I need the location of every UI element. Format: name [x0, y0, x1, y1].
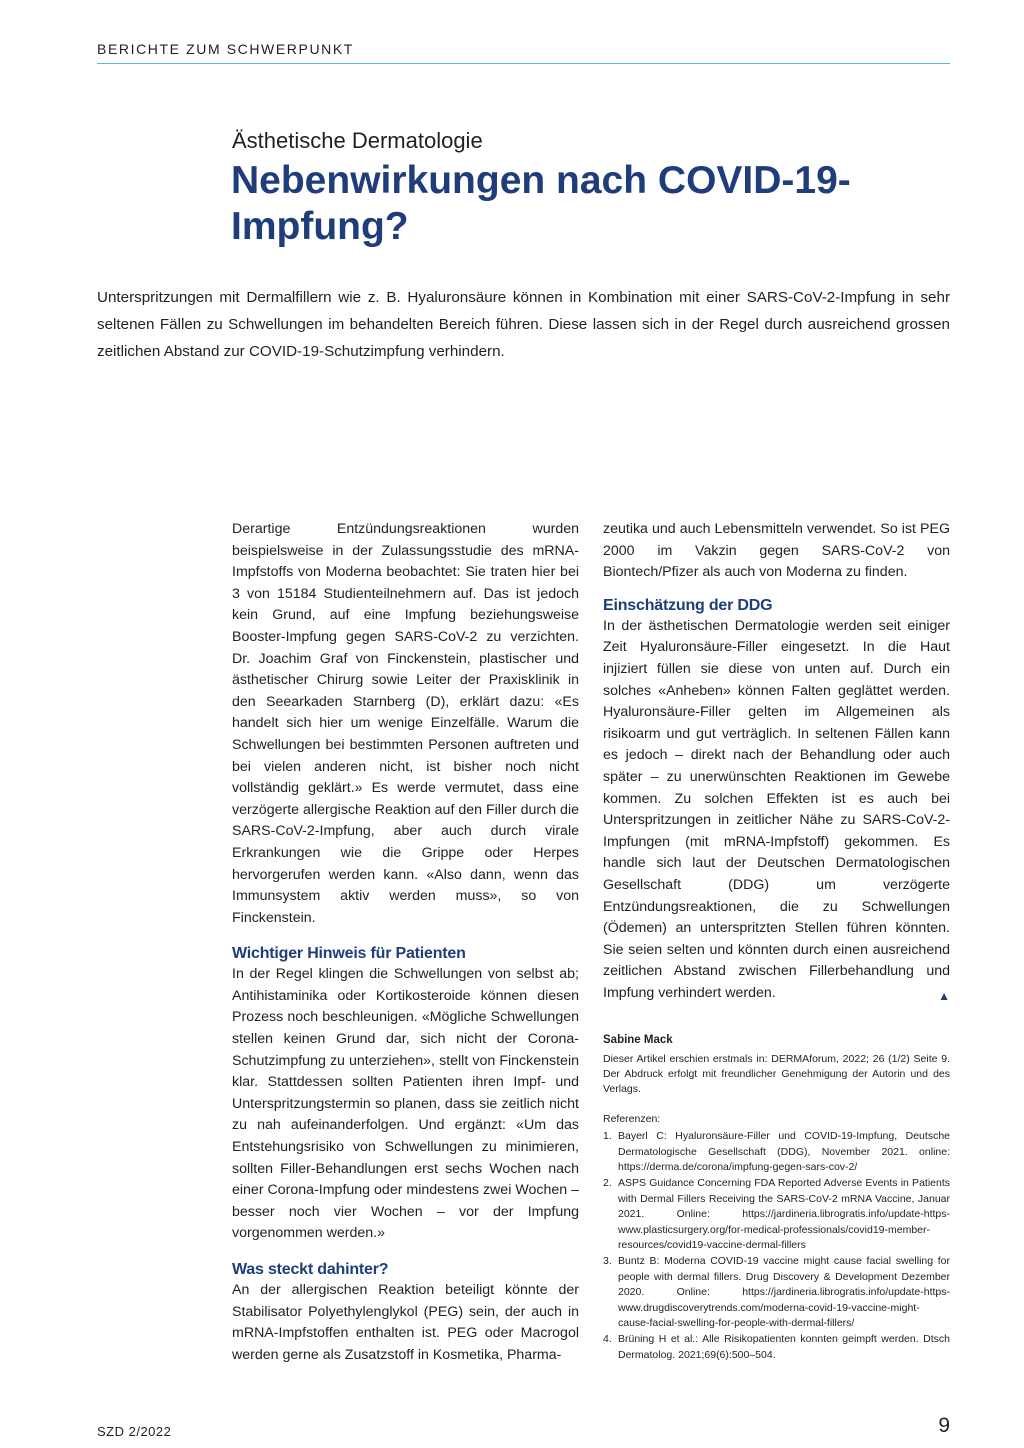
article-title: Nebenwirkungen nach COVID-19-Impfung? [231, 159, 851, 248]
source-note: Dieser Artikel erschien erstmals in: DERMAforum, 2022; 26 (1/2) Seite 9. Der Abdruck erfolgt mit freundlicher Genehmigung der Autorin und des Verlags. [603, 1053, 950, 1096]
section-text-hinweis: In der Regel klingen die Schwellungen von selbst ab; Antihistaminika oder Kortikosteroide können diesen Prozess noch beschleunigen. «Mögliche Schwellungen stellen keinen Grund dar, sich nicht der Corona-Schutzimpfung zu unterziehen», stellt von Finckenstein klar. Stattdessen sollten Patienten ihren Impf- und Unterspritzungstermin so planen, dass sie zeitlich nicht zu nah aufeinanderfolgen. Und ergänzt: «Um das Entstehungsrisiko von Schwellungen zu minimieren, sollten Filler-Behandlungen erst sechs Wochen nach einer Corona-Impfung oder mindestens zwei Wochen – besser noch vier Wochen – vor der Impfung vorgenommen werden.» [232, 966, 579, 1242]
section-heading-dahinter: Was steckt dahinter? [232, 1261, 389, 1278]
references-list [603, 1129, 950, 1363]
body-column-right [603, 519, 950, 1364]
section-text-dahinter-part1: An der allergischen Reaktion beteiligt könnte der Stabilisator Polyethylenglykol (PEG) sein, der auch in mRNA-Impfstoffen enthalten ist. PEG oder Macrogol werden gerne als Zusatzstoff in Kosmetika, Pharma- [232, 1282, 579, 1363]
issue-label: SZD 2/2022 [97, 1424, 172, 1439]
intro-paragraph: Derartige Entzündungsreaktionen wurden beispielsweise in der Zulassungsstudie des mRNA-Impfstoffs von Moderna beobachtet: Sie traten hier bei 3 von 15184 Studienteilnehmern auf. Das ist jedoch kein Grund, auf eine Impfung beziehungsweise Booster-Impfung gegen SARS-CoV-2 zu verzichten. Dr. Joachim Graf von Finckenstein, plastischer und ästhetischer Chirurg sowie Leiter der Praxisklinik in den Seearkaden Starnberg (D), erklärt dazu: «Es handelt sich hier um wenige Einzelfälle. Warum die Schwellungen bei bestimmten Personen auftreten und bei vielen anderen nicht, ist bisher noch nicht vollständig geklärt.» Es werde vermutet, dass eine verzögerte allergische Reaktion auf den Filler durch die SARS-CoV-2-Impfung, aber auch durch virale Erkrankungen wie die Grippe oder Herpes hervorgerufen werden kann. «Also dann, wenn das Immunsystem aktiv werden muss», so von Finckenstein. [232, 521, 579, 926]
reference-item: 1. Bayerl C: Hyaluronsäure-Filler und COVID-19-Impfung, Deutsche Dermatologische Gesellschaft (DDG), November 2021. online: https://derma.de/corona/impfung-gegen-sars-cov-2/ [603, 1130, 950, 1174]
article-kicker: Ästhetische Dermatologie [232, 128, 483, 153]
reference-item: 4. Brüning H et al.: Alle Risikopatienten konnten geimpft werden. Dtsch Dermatolog. 2021;69(6):500–504. [603, 1333, 950, 1361]
section-text-dahinter-part2: zeutika und auch Lebensmitteln verwendet. So ist PEG 2000 im Vakzin gegen SARS-CoV-2 von Biontech/Pfizer als auch von Moderna zu finden. [603, 521, 950, 581]
author-name: Sabine Mack [603, 1034, 673, 1047]
section-text-ddg [603, 616, 950, 1005]
references-label: Referenzen: [603, 1113, 661, 1126]
end-mark-icon: ▲ [938, 988, 950, 1003]
reference-item: 3. Buntz B: Moderna COVID-19 vaccine might cause facial swelling for people with dermal fillers. Drug Discovery & Development Dezember 2020. Online: https://jardineria.librogratis.info/update-https-www.drugdiscoverytrends.com/moderna-covid-19-vaccine-might-cause-facial-swelling-for-people-with-dermal-fillers/ [603, 1255, 950, 1330]
section-heading-hinweis: Wichtiger Hinweis für Patienten [232, 945, 466, 963]
reference-item: 2. ASPS Guidance Concerning FDA Reported Adverse Events in Patients with Dermal Fillers Receiving the SARS-CoV-2 mRNA Vaccine, Januar 2021. Online: https://jardineria.librogratis.info/update-https-www.plasticsurgery.org/for-medical-professionals/covid19-member-resources/covid19-vaccine-dermal-fillers [603, 1177, 950, 1252]
section-heading-ddg: Einschätzung der DDG [603, 596, 773, 614]
body-column-left [232, 519, 579, 1366]
page-number: 9 [938, 1414, 950, 1437]
header-divider [97, 63, 950, 64]
article-lead: Unterspritzungen mit Dermalfillern wie z. B. Hyaluronsäure können in Kombination mit einer SARS-CoV-2-Impfung in sehr seltenen Fällen zu Schwellungen im behandelten Bereich führen. Diese lassen sich in der Regel durch ausreichend grossen zeitlichen Abstand zur COVID-19-Schutzimpfung verhindern. [97, 289, 950, 360]
section-label: BERICHTE ZUM SCHWERPUNKT [97, 41, 354, 57]
section-text-ddg-body: In der ästhetischen Dermatologie werden seit einiger Zeit Hyaluronsäure-Filler eingesetzt. In die Haut injiziert füllen sie diese von unten auf. Durch ein solches «Anheben» können Falten geglättet werden. Hyaluronsäure-Filler gelten im Allgemeinen als risikoarm und gut verträglich. In seltenen Fällen kann es jedoch – direkt nach der Behandlung oder auch später – zu unerwünschten Reaktionen im Gewebe kommen. Zu solchen Effekten ist es auch bei Unterspritzungen in zeitlicher Nähe zu SARS-CoV-2-Impfungen (mit mRNA-Impfstoff) gekommen. Es handle sich laut der Deutschen Dermatologischen Gesellschaft (DDG) um verzögerte Entzündungsreaktionen, die zu Schwellungen (Ödemen) an unterspritzten Stellen führen könnten. Sie seien selten und könnten durch einen ausreichend zeitlichen Abstand zwischen Fillerbehandlung und Impfung verhindert werden. [603, 617, 950, 1001]
